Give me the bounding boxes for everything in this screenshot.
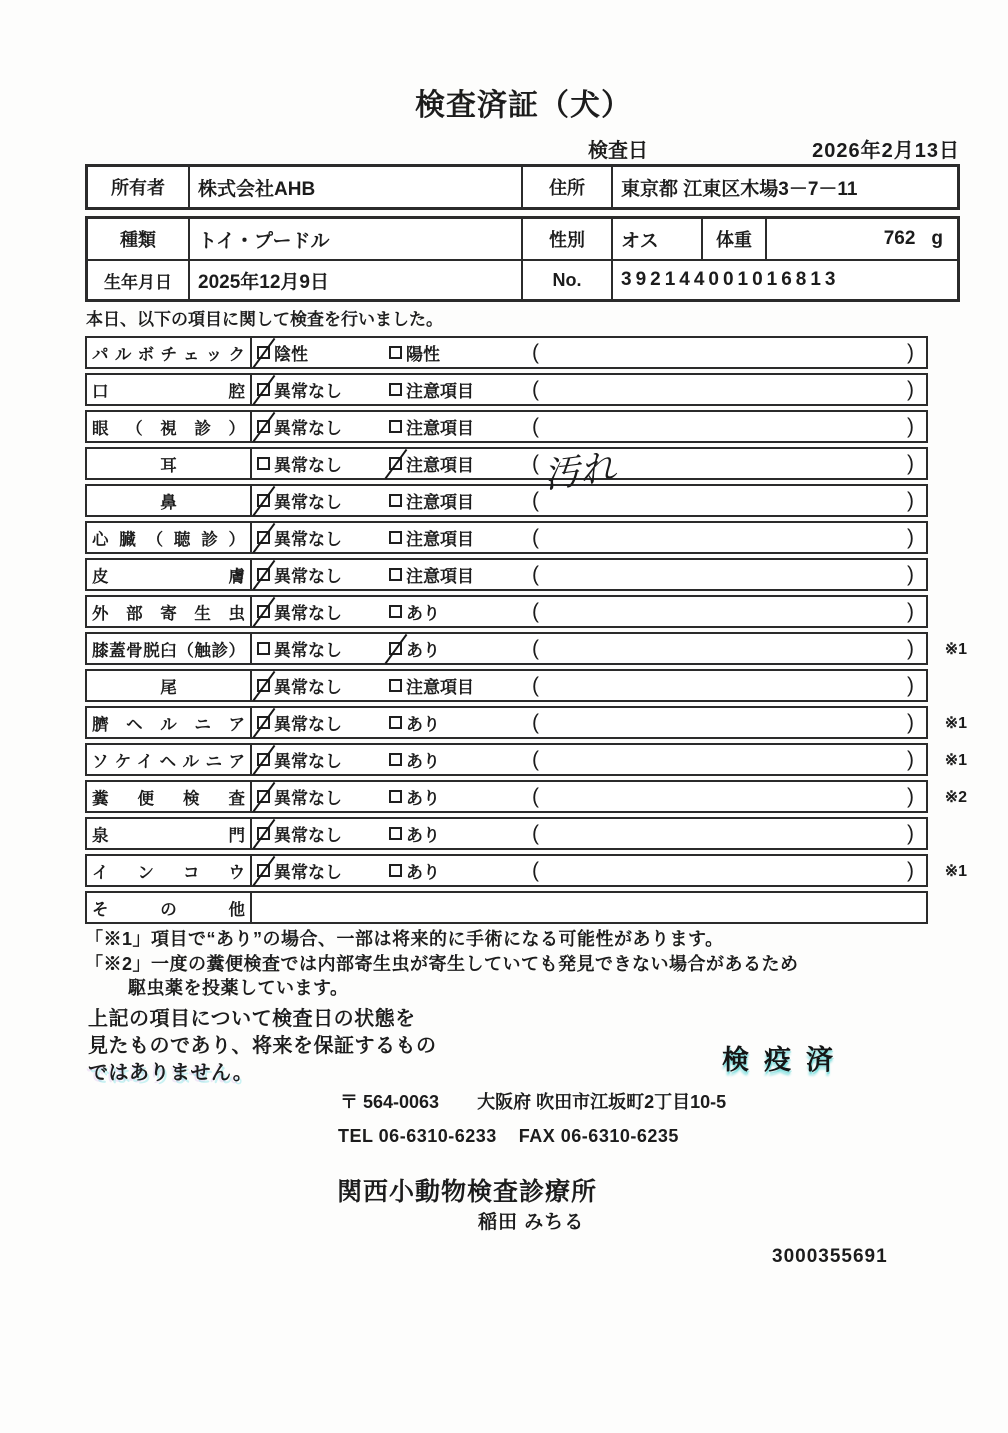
- exam-item-label-text: 臍ヘルニア: [92, 715, 245, 734]
- exam-option-2: [389, 636, 526, 661]
- checkbox-icon: [389, 383, 402, 396]
- exam-item-label-text: ソケイヘルニア: [92, 752, 245, 771]
- checkbox-icon: [389, 494, 402, 507]
- disclaimer-line-2: 見たものであり、将来を保証するもの: [88, 1035, 437, 1057]
- exam-row-content: [252, 819, 926, 848]
- open-paren: (: [532, 748, 539, 771]
- margin-note: ※1: [944, 640, 967, 658]
- close-paren: ): [907, 748, 914, 771]
- close-paren: ): [907, 489, 914, 512]
- exam-item-label: [87, 597, 252, 626]
- checkbox-icon: [389, 716, 402, 729]
- exam-option-1: [257, 377, 389, 402]
- remarks-space: [539, 819, 907, 848]
- close-paren: ): [907, 785, 914, 808]
- checkbox-checked-icon: [257, 531, 270, 544]
- margin-note: ※1: [944, 751, 967, 769]
- exam-row: [85, 854, 967, 887]
- weight-cell: [765, 219, 957, 259]
- exam-option-label: 異常なし: [274, 567, 342, 586]
- exam-option-1: [257, 451, 389, 476]
- close-paren: ): [907, 415, 914, 438]
- exam-option-2: [389, 340, 526, 365]
- open-paren: (: [532, 415, 539, 438]
- checkbox-icon: [389, 531, 402, 544]
- exam-option-label: 異常なし: [274, 752, 342, 771]
- checkbox-checked-icon: [257, 383, 270, 396]
- exam-item-label: [87, 449, 252, 478]
- checkbox-checked-icon: [257, 864, 270, 877]
- exam-option-label: あり: [406, 752, 440, 771]
- exam-row: [85, 891, 928, 924]
- close-paren: ): [907, 822, 914, 845]
- exam-option-label: 異常なし: [274, 678, 342, 697]
- open-paren: (: [532, 600, 539, 623]
- exam-row-content: [252, 338, 926, 367]
- postal-code: 〒 564-0063: [340, 1092, 440, 1112]
- remarks-space: [539, 745, 907, 774]
- open-paren: (: [532, 341, 539, 364]
- exam-item-label-text: パルボチェック: [92, 345, 245, 364]
- exam-option-1: [257, 858, 389, 883]
- exam-option-2: [389, 858, 526, 883]
- open-paren: (: [532, 526, 539, 549]
- exam-row: [85, 706, 967, 739]
- exam-table: [85, 336, 967, 928]
- exam-row: [85, 595, 928, 628]
- checkbox-checked-icon: [257, 679, 270, 692]
- exam-item-label-text: 皮膚: [92, 567, 245, 586]
- handwritten-note: 汚れ: [544, 446, 621, 497]
- close-paren: ): [907, 341, 914, 364]
- remarks-space: [539, 560, 907, 589]
- close-paren: ): [907, 452, 914, 475]
- exam-row-content: [252, 671, 926, 700]
- exam-date-line: [85, 134, 962, 162]
- disclaimer-line-1: 上記の項目について検査日の状態を: [88, 1008, 416, 1030]
- open-paren: (: [532, 711, 539, 734]
- exam-item-label: [87, 338, 252, 367]
- exam-option-label: 異常なし: [274, 604, 342, 623]
- weight-unit: g: [931, 228, 943, 249]
- sex-value: オス: [611, 219, 701, 259]
- exam-row: [85, 521, 928, 554]
- owner-table: [85, 164, 960, 210]
- exam-item-label: [87, 486, 252, 515]
- intro-text: 本日、以下の項目に関して検査を行いました。: [86, 310, 443, 329]
- exam-option-2: [389, 673, 526, 698]
- checkbox-icon: [257, 642, 270, 655]
- exam-option-2: [389, 784, 526, 809]
- clinic-postal-line: [340, 1088, 726, 1114]
- close-paren: ): [907, 859, 914, 882]
- checkbox-icon: [389, 753, 402, 766]
- exam-item-label: [87, 523, 252, 552]
- birthdate-value: 2025年12月9日: [188, 261, 521, 299]
- close-paren: ): [907, 674, 914, 697]
- open-paren: (: [532, 674, 539, 697]
- exam-item-label-text: 耳: [160, 456, 177, 475]
- open-paren: (: [532, 563, 539, 586]
- exam-item-label-text: 眼（視診）: [92, 419, 245, 438]
- exam-option-1: [257, 636, 389, 661]
- open-paren: (: [532, 452, 539, 475]
- clinic-fax: FAX 06-6310-6235: [518, 1126, 679, 1146]
- exam-row: [85, 632, 967, 665]
- exam-option-1: [257, 340, 389, 365]
- exam-item-label: [87, 893, 252, 922]
- exam-row-content: [252, 523, 926, 552]
- exam-item-label-text: 膝蓋骨脱臼（触診）: [92, 641, 245, 660]
- exam-option-1: [257, 784, 389, 809]
- exam-row-content: [252, 782, 926, 811]
- number-label: No.: [521, 261, 611, 299]
- remarks-space: [539, 708, 907, 737]
- exam-item-label: [87, 634, 252, 663]
- address-label: 住所: [521, 167, 611, 207]
- checkbox-icon: [389, 420, 402, 433]
- exam-item-label-text: 外部寄生虫: [92, 604, 245, 623]
- quarantine-stamp: 検疫済: [722, 1045, 848, 1075]
- exam-option-label: 異常なし: [274, 382, 342, 401]
- veterinarian-name: 稲田 みちる: [478, 1212, 585, 1233]
- close-paren: ): [907, 637, 914, 660]
- exam-option-1: [257, 673, 389, 698]
- remarks-space: [539, 375, 907, 404]
- exam-item-label: [87, 412, 252, 441]
- pet-row-1: [88, 219, 957, 259]
- exam-option-label: あり: [406, 715, 440, 734]
- close-paren: ): [907, 600, 914, 623]
- exam-item-label-text: その他: [92, 900, 245, 919]
- exam-option-label: 注意項目: [406, 419, 474, 438]
- exam-option-label: 陽性: [406, 345, 440, 364]
- exam-option-label: 異常なし: [274, 419, 342, 438]
- exam-item-label: [87, 671, 252, 700]
- exam-option-label: あり: [406, 789, 440, 808]
- exam-row-content: [252, 412, 926, 441]
- address-value: 東京都 江東区木場3－7－11: [611, 167, 957, 207]
- exam-row: [85, 484, 928, 517]
- exam-option-label: 注意項目: [406, 678, 474, 697]
- owner-row: [88, 167, 957, 207]
- exam-row-content: [252, 708, 926, 737]
- exam-row: [85, 669, 928, 702]
- birthdate-label: 生年月日: [104, 272, 172, 292]
- exam-option-label: 注意項目: [406, 382, 474, 401]
- checkbox-checked-icon: [257, 753, 270, 766]
- exam-item-label: [87, 375, 252, 404]
- close-paren: ): [907, 526, 914, 549]
- exam-option-label: 陰性: [274, 345, 308, 364]
- exam-option-label: 注意項目: [406, 530, 474, 549]
- exam-item-label-text: 尾: [160, 678, 177, 697]
- exam-option-label: あり: [406, 604, 440, 623]
- exam-date-value: 2026年2月13日: [812, 140, 960, 162]
- checkbox-checked-icon: [257, 568, 270, 581]
- exam-option-2: [389, 525, 526, 550]
- checkbox-checked-icon: [257, 605, 270, 618]
- exam-row-content: [252, 745, 926, 774]
- exam-option-2: [389, 821, 526, 846]
- checkbox-checked-icon: [257, 494, 270, 507]
- exam-option-label: 異常なし: [274, 641, 342, 660]
- exam-option-2: [389, 710, 526, 735]
- open-paren: (: [532, 489, 539, 512]
- exam-row-content: [252, 634, 926, 663]
- checkbox-checked-icon: [257, 420, 270, 433]
- remarks-space: [539, 338, 907, 367]
- checkbox-checked-icon: [257, 716, 270, 729]
- exam-date-label: 検査日: [588, 140, 648, 162]
- checkbox-icon: [389, 827, 402, 840]
- exam-option-label: 注意項目: [406, 456, 474, 475]
- exam-item-label-text: 鼻: [160, 493, 177, 512]
- pet-row-2: [88, 259, 957, 299]
- clinic-tel-line: [338, 1126, 679, 1147]
- exam-row: [85, 373, 928, 406]
- owner-value: 株式会社AHB: [188, 167, 521, 207]
- breed-value: トイ・プードル: [188, 219, 521, 259]
- exam-option-label: あり: [406, 641, 440, 660]
- exam-option-label: 異常なし: [274, 826, 342, 845]
- close-paren: ): [907, 563, 914, 586]
- exam-option-1: [257, 821, 389, 846]
- exam-item-label-text: 糞便検査: [92, 789, 245, 808]
- exam-option-1: [257, 747, 389, 772]
- open-paren: (: [532, 637, 539, 660]
- exam-row-content: [252, 375, 926, 404]
- exam-option-label: 異常なし: [274, 715, 342, 734]
- number-value: 392144001016813: [611, 261, 957, 299]
- footnote-1: 「※1」項目で“あり”の場合、一部は将来的に手術になる可能性があります。: [85, 929, 724, 949]
- remarks-space: [539, 597, 907, 626]
- exam-item-label: [87, 856, 252, 885]
- remarks-space: [539, 523, 907, 552]
- exam-option-2: [389, 451, 526, 476]
- checkbox-checked-icon: [389, 642, 402, 655]
- checkbox-checked-icon: [257, 790, 270, 803]
- checkbox-icon: [389, 790, 402, 803]
- exam-option-2: [389, 414, 526, 439]
- exam-item-label: [87, 782, 252, 811]
- exam-option-1: [257, 599, 389, 624]
- exam-option-2: [389, 562, 526, 587]
- checkbox-icon: [389, 346, 402, 359]
- exam-option-label: 注意項目: [406, 493, 474, 512]
- exam-row-content: [252, 893, 926, 922]
- serial-number: 3000355691: [772, 1246, 888, 1267]
- checkbox-icon: [389, 568, 402, 581]
- exam-option-2: [389, 488, 526, 513]
- certificate-title: 検査済証（犬）: [415, 89, 632, 122]
- weight-value: 762: [883, 228, 916, 249]
- clinic-address: 大阪府 吹田市江坂町2丁目10-5: [477, 1092, 727, 1112]
- checkbox-icon: [389, 864, 402, 877]
- exam-option-label: 異常なし: [274, 789, 342, 808]
- remarks-space: [539, 671, 907, 700]
- checkbox-icon: [389, 679, 402, 692]
- exam-row: [85, 336, 928, 369]
- margin-note: ※1: [944, 862, 967, 880]
- exam-row-content: [252, 856, 926, 885]
- exam-row-content: [252, 446, 926, 497]
- exam-option-label: あり: [406, 826, 440, 845]
- exam-row-content: [252, 597, 926, 626]
- breed-label: 種類: [120, 230, 156, 250]
- exam-option-label: 異常なし: [274, 530, 342, 549]
- checkbox-checked-icon: [389, 457, 402, 470]
- clinic-tel: TEL 06-6310-6233: [338, 1126, 497, 1146]
- exam-row: [85, 558, 928, 591]
- open-paren: (: [532, 785, 539, 808]
- exam-item-label: [87, 819, 252, 848]
- close-paren: ): [907, 378, 914, 401]
- exam-item-label: [87, 708, 252, 737]
- remarks-space: [539, 412, 907, 441]
- exam-option-2: [389, 377, 526, 402]
- owner-label: 所有者: [111, 178, 165, 198]
- exam-row: [85, 446, 928, 497]
- exam-option-1: [257, 562, 389, 587]
- weight-label: 体重: [701, 219, 765, 259]
- remarks-space: [539, 782, 907, 811]
- footnote-2-line2: 駆虫薬を投薬しています。: [128, 978, 349, 998]
- remarks-space: [539, 446, 907, 497]
- open-paren: (: [532, 822, 539, 845]
- exam-item-label-text: インコウ: [92, 863, 245, 882]
- disclaimer-line-3: ではありません。: [88, 1062, 254, 1084]
- margin-note: ※1: [944, 714, 967, 732]
- disclaimer-text: [88, 1006, 437, 1087]
- margin-note: ※2: [944, 788, 967, 806]
- remarks-space: [539, 634, 907, 663]
- checkbox-checked-icon: [257, 827, 270, 840]
- exam-item-label-text: 口腔: [92, 382, 245, 401]
- clinic-name: 関西小動物検査診療所: [337, 1178, 598, 1206]
- exam-item-label: [87, 560, 252, 589]
- exam-option-2: [389, 599, 526, 624]
- exam-row: [85, 410, 928, 443]
- exam-option-1: [257, 710, 389, 735]
- exam-option-1: [257, 525, 389, 550]
- open-paren: (: [532, 859, 539, 882]
- exam-option-2: [389, 747, 526, 772]
- exam-option-1: [257, 488, 389, 513]
- exam-row: [85, 780, 967, 813]
- exam-option-label: 異常なし: [274, 863, 342, 882]
- remarks-space: [539, 856, 907, 885]
- exam-row: [85, 817, 928, 850]
- footnote-2-line1: 「※2」一度の糞便検査では内部寄生虫が寄生していても発見できない場合があるため: [85, 954, 799, 974]
- exam-option-1: [257, 414, 389, 439]
- exam-item-label: [87, 745, 252, 774]
- exam-option-label: 注意項目: [406, 567, 474, 586]
- sex-label: 性別: [521, 219, 611, 259]
- pet-table: [85, 216, 960, 302]
- exam-row: [85, 743, 967, 776]
- exam-row-content: [252, 560, 926, 589]
- exam-item-label-text: 心臓（聴診）: [92, 530, 245, 549]
- exam-option-label: あり: [406, 863, 440, 882]
- checkbox-icon: [389, 605, 402, 618]
- exam-item-label-text: 泉門: [92, 826, 245, 845]
- exam-option-label: 異常なし: [274, 493, 342, 512]
- exam-option-label: 異常なし: [274, 456, 342, 475]
- checkbox-icon: [257, 457, 270, 470]
- open-paren: (: [532, 378, 539, 401]
- close-paren: ): [907, 711, 914, 734]
- checkbox-checked-icon: [257, 346, 270, 359]
